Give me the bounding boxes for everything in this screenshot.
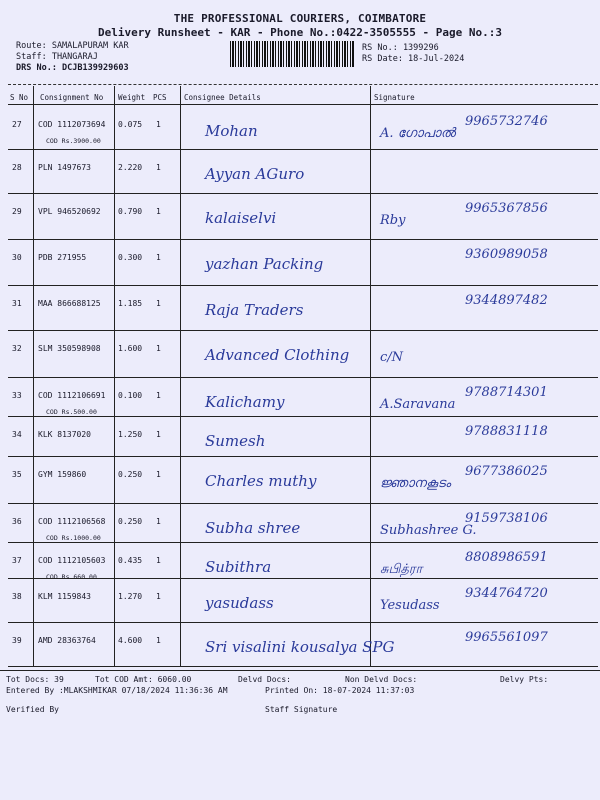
- row-consignment-no: COD 1112106568: [38, 517, 106, 526]
- col-header-pcs: PCS: [153, 93, 167, 102]
- row-rule: [8, 666, 598, 667]
- row-weight: 1.270: [118, 592, 143, 601]
- row-pcs: 1: [156, 636, 161, 645]
- rs-number: RS No.: 1399296: [362, 43, 439, 53]
- row-consignee-name: yazhan Packing: [205, 255, 324, 273]
- row-rule: [8, 503, 598, 504]
- row-cod-amount: COD Rs.1000.00: [46, 534, 101, 542]
- row-sno: 39: [12, 636, 22, 645]
- row-consignment-no: COD 1112105603: [38, 556, 106, 565]
- row-signature: A. ഗോപാൽ: [380, 126, 456, 141]
- row-phone: 9159738106: [465, 511, 548, 526]
- row-consignee-name: Sumesh: [205, 432, 266, 450]
- row-rule: [8, 330, 598, 331]
- row-sno: 34: [12, 430, 22, 439]
- printed-on: Printed On: 18-07-2024 11:37:03: [265, 686, 415, 695]
- row-sno: 31: [12, 299, 22, 308]
- row-weight: 0.300: [118, 253, 143, 262]
- row-phone: 9965367856: [465, 201, 548, 216]
- row-consignment-no: MAA 866688125: [38, 299, 101, 308]
- row-consignee-name: Mohan: [205, 122, 258, 140]
- row-consignment-no: VPL 946520692: [38, 207, 101, 216]
- row-signature: c/N: [380, 350, 404, 365]
- row-consignment-no: KLM 1159843: [38, 592, 91, 601]
- row-pcs: 1: [156, 163, 161, 172]
- row-signature: Subhashree G.: [380, 523, 477, 538]
- delvd-docs: Delvd Docs:: [238, 675, 291, 684]
- row-rule: [8, 149, 598, 150]
- row-weight: 1.250: [118, 430, 143, 439]
- row-consignment-no: PDB 271955: [38, 253, 87, 262]
- row-pcs: 1: [156, 556, 161, 565]
- row-consignee-name: Kalichamy: [205, 393, 285, 411]
- row-consignment-no: SLM 350598908: [38, 344, 101, 353]
- row-consignment-no: AMD 28363764: [38, 636, 96, 645]
- row-consignee-name: yasudass: [205, 594, 274, 612]
- row-phone: 9360989058: [465, 247, 548, 262]
- row-weight: 1.185: [118, 299, 143, 308]
- row-phone: 9788714301: [465, 385, 548, 400]
- row-consignee-name: Advanced Clothing: [205, 346, 350, 364]
- row-phone: 9677386025: [465, 464, 548, 479]
- row-weight: 0.075: [118, 120, 143, 129]
- row-sno: 37: [12, 556, 22, 565]
- route-label: Route: SAMALAPURAM KAR: [16, 41, 129, 51]
- row-consignee-name: Ayyan AGuro: [205, 165, 305, 183]
- staff-signature-label: Staff Signature: [265, 705, 338, 714]
- col-header-consignee: Consignee Details: [184, 93, 261, 102]
- tot-cod-amt: Tot COD Amt: 6060.00: [95, 675, 192, 684]
- row-weight: 0.435: [118, 556, 143, 565]
- barcode: [230, 41, 354, 67]
- row-rule: [8, 416, 598, 417]
- row-rule: [8, 542, 598, 543]
- row-consignment-no: GYM 159860: [38, 470, 87, 479]
- row-pcs: 1: [156, 253, 161, 262]
- row-signature: Yesudass: [380, 598, 440, 613]
- row-rule: [8, 456, 598, 457]
- runsheet-subtitle: Delivery Runsheet - KAR - Phone No.:0422-3505555 - Page No.:3: [98, 26, 502, 39]
- row-pcs: 1: [156, 517, 161, 526]
- delvy-pts: Delvy Pts:: [500, 675, 549, 684]
- rs-date: RS Date: 18-Jul-2024: [362, 54, 465, 64]
- row-rule: [8, 377, 598, 378]
- row-weight: 2.220: [118, 163, 143, 172]
- row-consignment-no: KLK 8137020: [38, 430, 91, 439]
- col-header-signature: Signature: [374, 93, 415, 102]
- row-phone: 9344764720: [465, 586, 548, 601]
- verified-by: Verified By: [6, 705, 59, 714]
- row-sno: 32: [12, 344, 22, 353]
- row-sno: 36: [12, 517, 22, 526]
- row-weight: 0.790: [118, 207, 143, 216]
- row-rule: [8, 578, 598, 579]
- row-sno: 28: [12, 163, 22, 172]
- row-sno: 29: [12, 207, 22, 216]
- row-signature: A.Saravana: [380, 397, 456, 412]
- row-sno: 27: [12, 120, 22, 129]
- row-signature: ജ്ഞാനകൂടം: [380, 476, 451, 491]
- company-title: THE PROFESSIONAL COURIERS, COIMBATORE: [173, 12, 427, 25]
- row-consignee-name: Raja Traders: [205, 301, 304, 319]
- row-sno: 30: [12, 253, 22, 262]
- row-cod-amount: COD Rs.3900.00: [46, 137, 101, 145]
- header-rule: [8, 104, 598, 105]
- row-rule: [8, 285, 598, 286]
- row-weight: 4.600: [118, 636, 143, 645]
- col-header-consignment: Consignment No: [40, 93, 104, 102]
- row-consignee-name: Subha shree: [205, 519, 301, 537]
- row-pcs: 1: [156, 299, 161, 308]
- row-weight: 1.600: [118, 344, 143, 353]
- row-phone: 9788831118: [465, 424, 548, 439]
- row-phone: 8808986591: [465, 550, 548, 565]
- row-rule: [8, 193, 598, 194]
- row-signature: சுபித்ரா: [380, 562, 423, 577]
- row-phone: 9344897482: [465, 293, 548, 308]
- row-cod-amount: COD Rs.660.00: [46, 573, 97, 581]
- non-delvd-docs: Non Delvd Docs:: [345, 675, 418, 684]
- row-cod-amount: COD Rs.500.00: [46, 408, 97, 416]
- row-consignee-name: Sri visalini kousalya SPG: [205, 638, 395, 656]
- row-weight: 0.250: [118, 517, 143, 526]
- row-pcs: 1: [156, 470, 161, 479]
- row-consignee-name: Charles muthy: [205, 472, 317, 490]
- drs-number: DRS No.: DCJB139929603: [16, 63, 129, 73]
- row-signature: Rby: [380, 213, 406, 228]
- tot-docs: Tot Docs: 39: [6, 675, 64, 684]
- row-consignee-name: Subithra: [205, 558, 272, 576]
- entered-by: Entered By :MLAKSHMIKAR 07/18/2024 11:36:36 AM: [6, 686, 228, 695]
- row-phone: 9965732746: [465, 114, 548, 129]
- row-rule: [8, 622, 598, 623]
- row-pcs: 1: [156, 344, 161, 353]
- row-pcs: 1: [156, 207, 161, 216]
- row-weight: 0.100: [118, 391, 143, 400]
- staff-label: Staff: THANGARAJ: [16, 52, 98, 62]
- row-consignee-name: kalaiselvi: [205, 209, 277, 227]
- row-weight: 0.250: [118, 470, 143, 479]
- row-consignment-no: PLN 1497673: [38, 163, 91, 172]
- row-rule: [8, 239, 598, 240]
- row-pcs: 1: [156, 430, 161, 439]
- row-sno: 38: [12, 592, 22, 601]
- row-sno: 33: [12, 391, 22, 400]
- row-consignment-no: COD 1112073694: [38, 120, 106, 129]
- row-phone: 9965561097: [465, 630, 548, 645]
- row-sno: 35: [12, 470, 22, 479]
- row-consignment-no: COD 1112106691: [38, 391, 106, 400]
- col-header-weight: Weight: [118, 93, 146, 102]
- footer-rule: [0, 670, 600, 671]
- row-pcs: 1: [156, 592, 161, 601]
- divider: [8, 84, 598, 85]
- col-header-sno: S No: [10, 93, 29, 102]
- row-pcs: 1: [156, 391, 161, 400]
- row-pcs: 1: [156, 120, 161, 129]
